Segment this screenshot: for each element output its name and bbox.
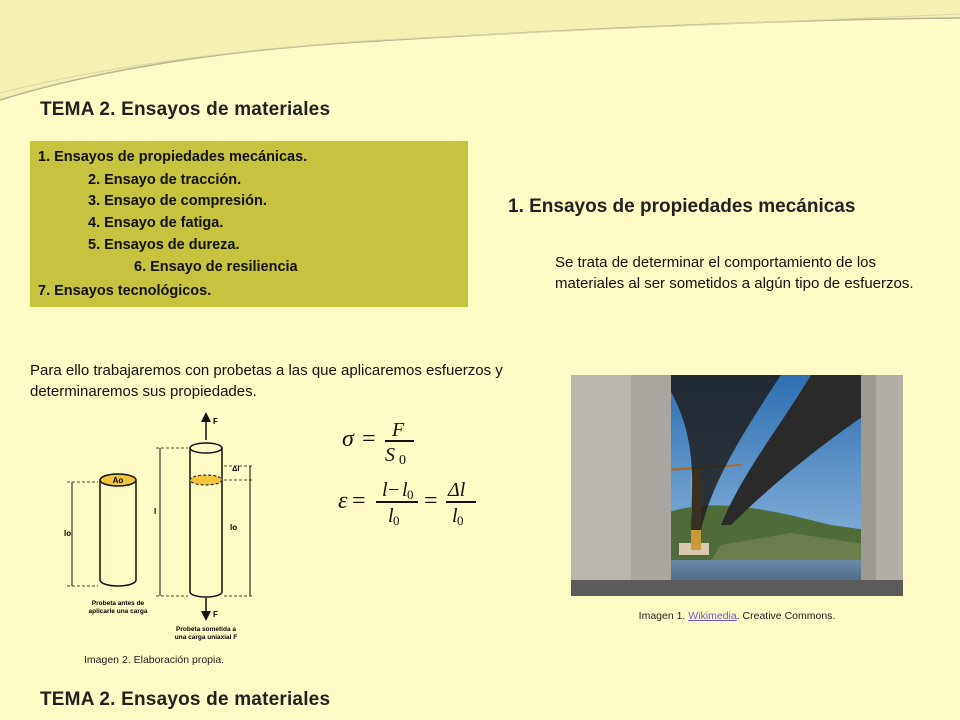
toc-item: 5. Ensayos de dureza. [88,237,240,253]
length-right-label: lo [230,523,238,532]
bridge-photo [571,375,903,596]
equals-sign: = [362,426,376,452]
sigma-symbol: σ [342,426,354,452]
force-symbol: F [392,419,405,441]
force-top-label: F [213,417,218,426]
image-1-caption [571,610,903,622]
toc-item: 6. Ensayo de resiliencia [134,259,298,275]
stress-formula [342,419,414,468]
caption-right-line2: una carga uniaxial F [174,634,238,641]
caption-suffix: . Creative Commons. [736,610,836,622]
specimen-after [154,412,254,641]
toc-item: 3. Ensayo de compresión. [88,193,267,209]
length-total-label: l [154,507,157,516]
caption-prefix: Imagen 1. [638,610,689,622]
toc-item: 4. Ensayo de fatiga. [88,215,224,231]
formulas [330,412,490,532]
initial-length-subscript: 0 [407,487,414,502]
epsilon-symbol: ε [338,488,348,514]
wikimedia-link[interactable]: Wikimedia [688,610,737,622]
toc-item: 7. Ensayos tecnológicos. [38,283,212,299]
page-title: TEMA 2. Ensayos de materiales [40,99,331,120]
initial-length-symbol: l [452,505,458,527]
caption-left-line2: aplicarle una carga [88,608,148,615]
area-label: Ao [112,476,124,485]
toc-item: 1. Ensayos de propiedades mecánicas. [38,149,308,165]
initial-length-subscript: 0 [393,513,400,528]
length-symbol: l [382,479,388,501]
specimen-diagram [60,410,300,650]
section-symbol: S [385,444,395,466]
initial-length-symbol: l [388,505,394,527]
toc-item: 2. Ensayo de tracción. [88,172,242,188]
equals-sign: = [352,488,366,514]
initial-length-subscript: 0 [457,513,464,528]
footer-title: TEMA 2. Ensayos de materiales [40,689,331,710]
specimen-before [64,474,148,615]
section-subscript: 0 [399,453,406,468]
length-left-label: lo [64,529,72,538]
initial-length-symbol: l [402,479,408,501]
section-description: Se trata de determinar el comportamiento de los materiales al ser sometidos a algún tipo de esfuerzos. [555,254,914,292]
top-decoration [0,0,960,110]
force-bottom-label: F [213,610,218,619]
delta-length-symbol: Δl [448,479,466,501]
delta-label: Δl [232,464,240,473]
equals-sign: = [424,488,438,514]
caption-right-line1: Probeta sometida a [176,626,236,633]
caption-left-line1: Probeta antes de [91,600,145,607]
strain-formula [338,479,476,528]
section-title: 1. Ensayos de propiedades mecánicas [508,196,856,217]
body-paragraph: Para ello trabajaremos con probetas a las que aplicaremos esfuerzos y determinaremos sus propiedades. [30,362,503,400]
image-2-caption: Imagen 2. Elaboración propia. [84,654,225,666]
table-of-contents [30,141,468,307]
minus-sign: − [388,479,400,501]
